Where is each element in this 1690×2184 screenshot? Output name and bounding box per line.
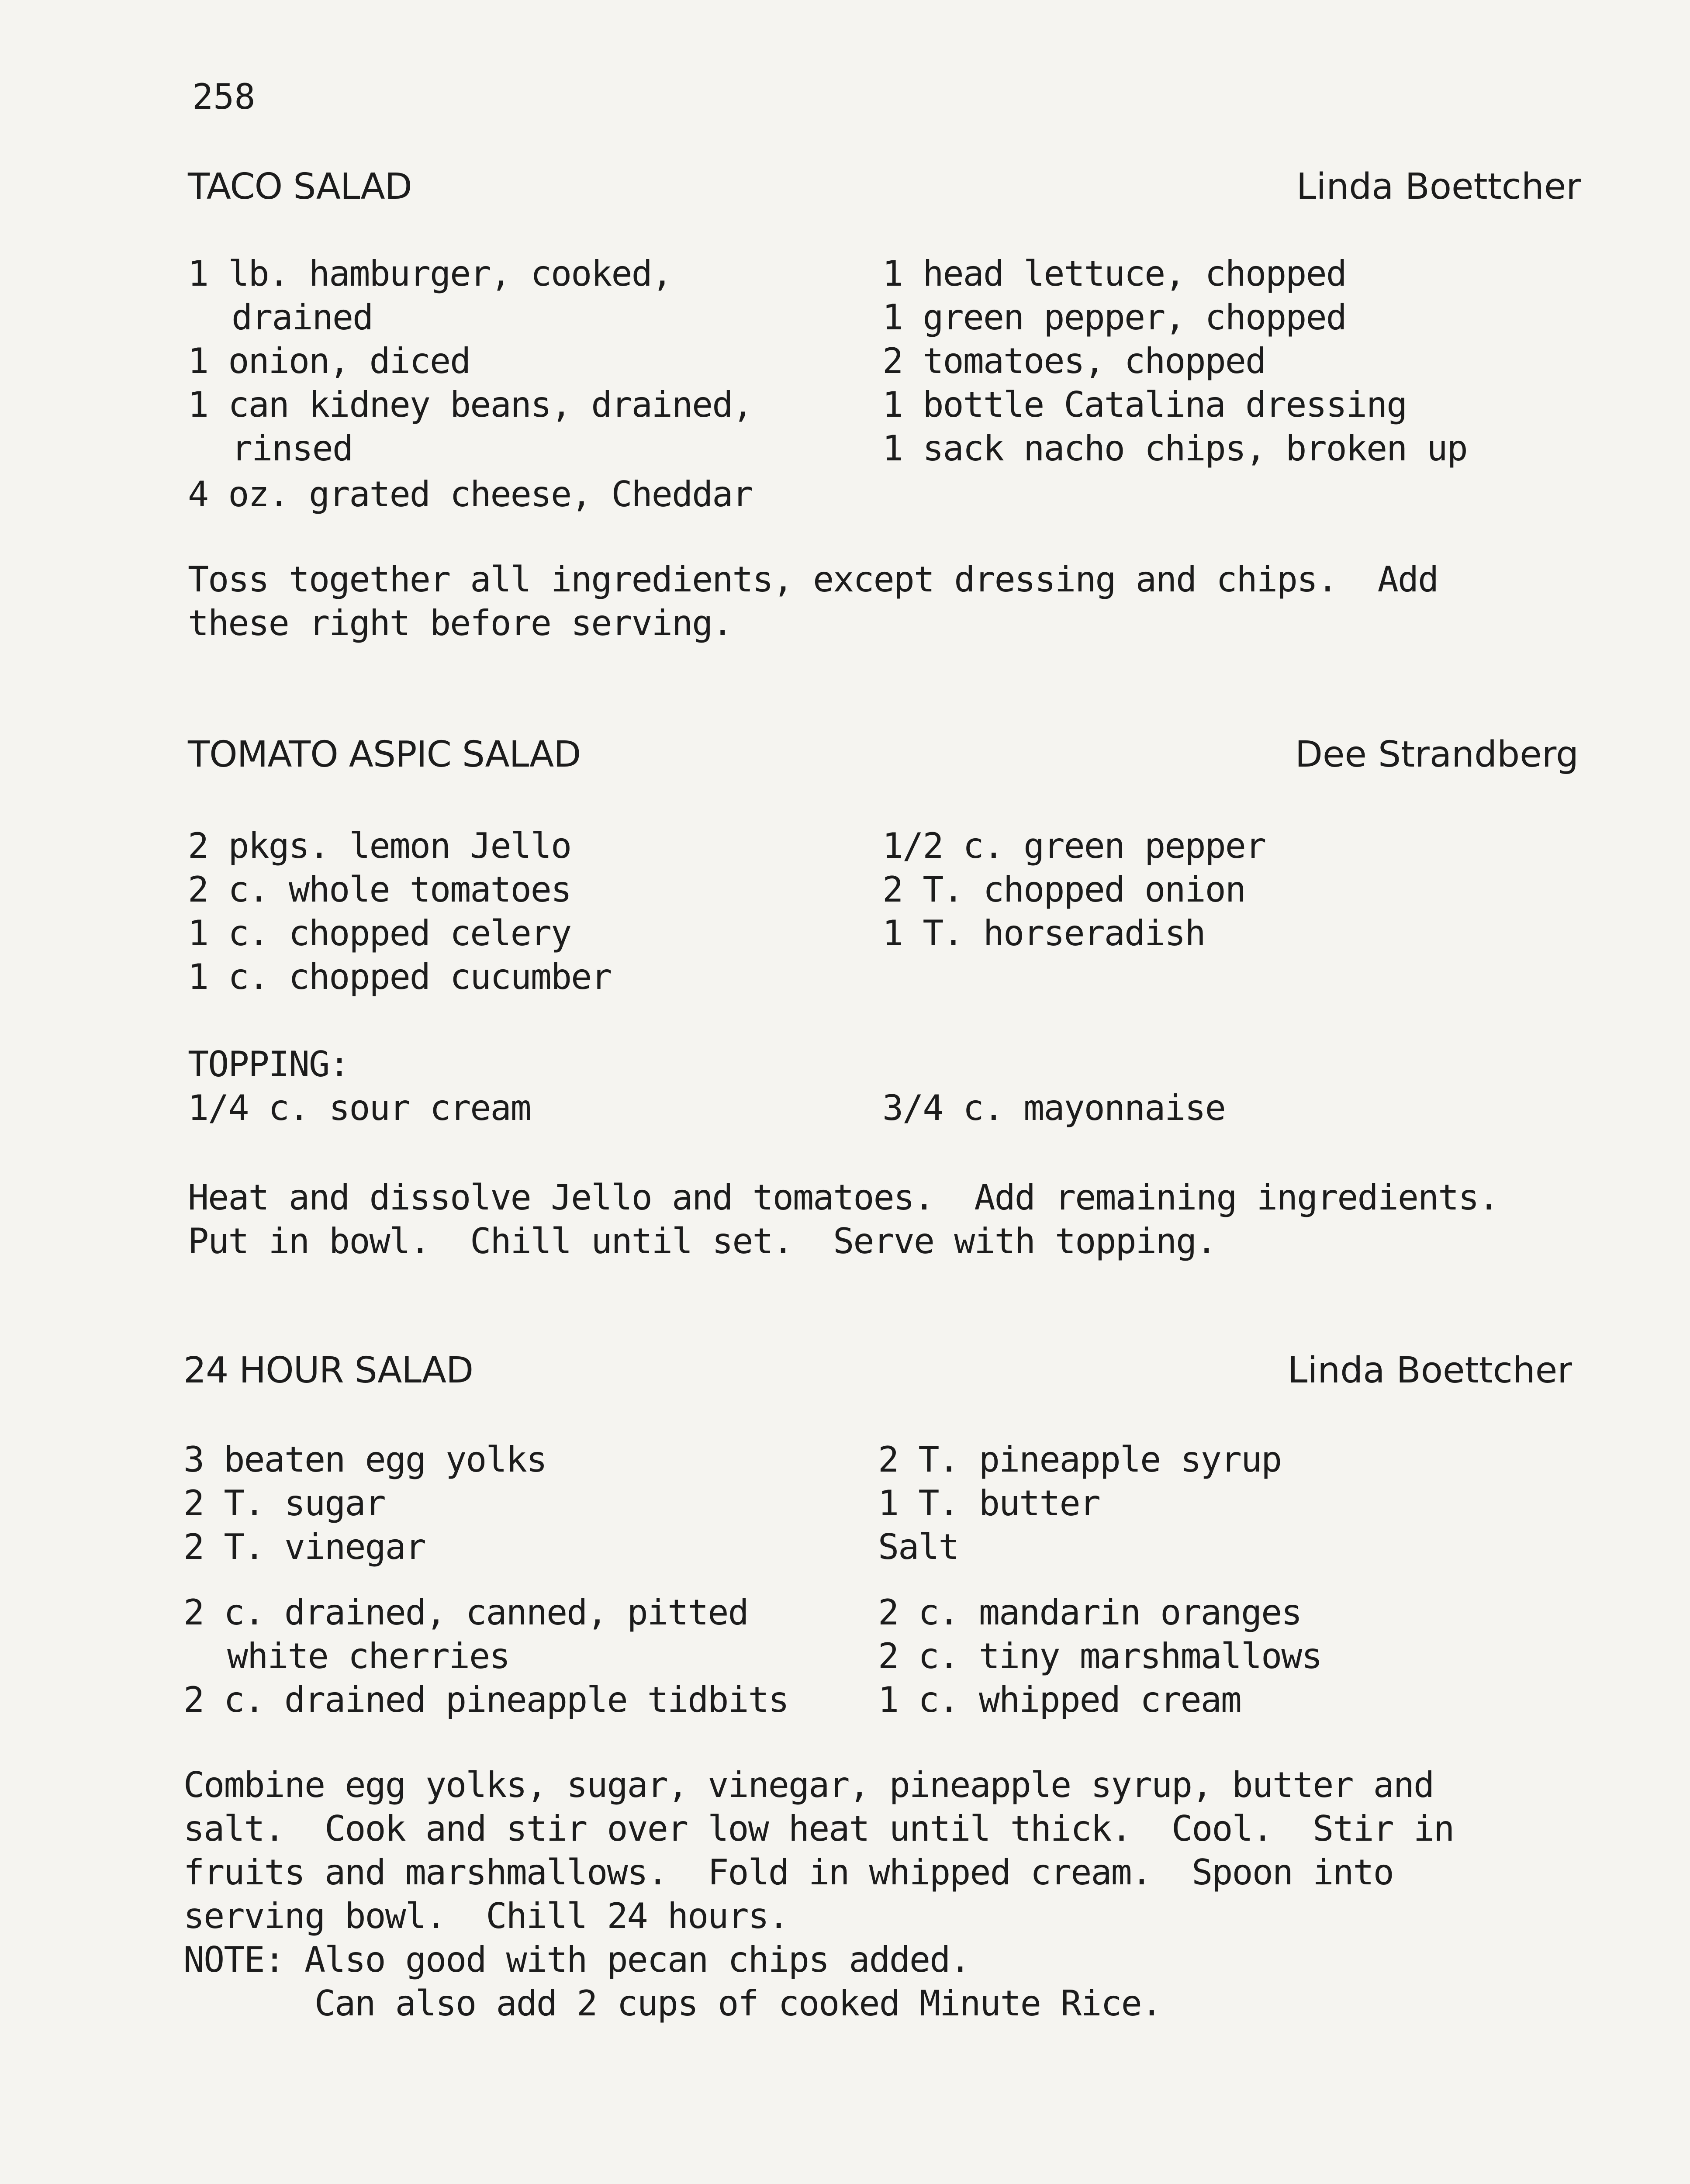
ingredient: 1 bottle Catalina dressing [882,384,1407,425]
directions-line: Toss together all ingredients, except dressing and chips. Add [188,559,1438,600]
ingredient: 1 T. butter [878,1483,1100,1524]
directions-line: Heat and dissolve Jello and tomatoes. Add remaining ingredients. [188,1177,1499,1218]
ingredient: 2 pkgs. lemon Jello [188,826,571,866]
ingredient: 2 c. whole tomatoes [188,869,571,910]
ingredient: 2 T. sugar [183,1483,385,1524]
recipe-title: 24 HOUR SALAD [183,1350,473,1391]
ingredient: 1 lb. hamburger, cooked, [188,253,672,294]
recipe-author: Linda Boettcher [1287,1350,1572,1391]
ingredient: 3 beaten egg yolks [183,1439,546,1480]
ingredient: 2 c. drained pineapple tidbits [183,1679,788,1720]
ingredient: 3/4 c. mayonnaise [882,1088,1225,1128]
ingredient: 1 c. chopped celery [188,913,571,954]
topping-label: TOPPING: [188,1044,349,1085]
directions-line: salt. Cook and stir over low heat until thick. Cool. Stir in [183,1808,1454,1849]
ingredient: rinsed [232,428,353,469]
note-line: NOTE: Also good with pecan chips added. [183,1939,970,1980]
ingredient: 1 T. horseradish [882,913,1205,954]
ingredient: 2 T. chopped onion [882,869,1245,910]
ingredient: 1 head lettuce, chopped [882,253,1346,294]
ingredient: 2 T. pineapple syrup [878,1439,1282,1480]
directions-line: Put in bowl. Chill until set. Serve with topping. [188,1221,1217,1261]
ingredient: drained [232,297,373,338]
ingredient: 1 can kidney beans, drained, [188,384,753,425]
directions-line: these right before serving. [188,603,733,643]
recipe-title: TACO SALAD [188,166,412,207]
ingredient: 2 c. tiny marshmallows [878,1636,1322,1676]
page-number: 258 [192,76,256,117]
ingredient: 1 onion, diced [188,341,470,381]
ingredient: 1/2 c. green pepper [882,826,1266,866]
ingredient: 1 c. whipped cream [878,1679,1241,1720]
ingredient: 2 tomatoes, chopped [882,341,1266,381]
recipe-title: TOMATO ASPIC SALAD [188,734,581,775]
ingredient: 2 T. vinegar [183,1527,425,1567]
ingredient: 1 sack nacho chips, broken up [882,428,1467,469]
ingredient: 1 c. chopped cucumber [188,957,612,997]
ingredient: 1/4 c. sour cream [188,1088,531,1128]
ingredient: Salt [878,1527,959,1567]
recipe-author: Linda Boettcher [1296,166,1581,207]
ingredient: white cherries [227,1636,510,1676]
directions-line: fruits and marshmallows. Fold in whipped cream. Spoon into [183,1852,1393,1893]
directions-line: serving bowl. Chill 24 hours. [183,1896,788,1936]
ingredient: 1 green pepper, chopped [882,297,1346,338]
ingredient: 2 c. drained, canned, pitted [183,1592,748,1633]
note-line: Can also add 2 cups of cooked Minute Rice. [314,1983,1161,2024]
recipe-author: Dee Strandberg [1295,734,1579,775]
directions-line: Combine egg yolks, sugar, vinegar, pineapple syrup, butter and [183,1765,1434,1805]
ingredient: 2 c. mandarin oranges [878,1592,1302,1633]
ingredient: 4 oz. grated cheese, Cheddar [188,474,753,515]
